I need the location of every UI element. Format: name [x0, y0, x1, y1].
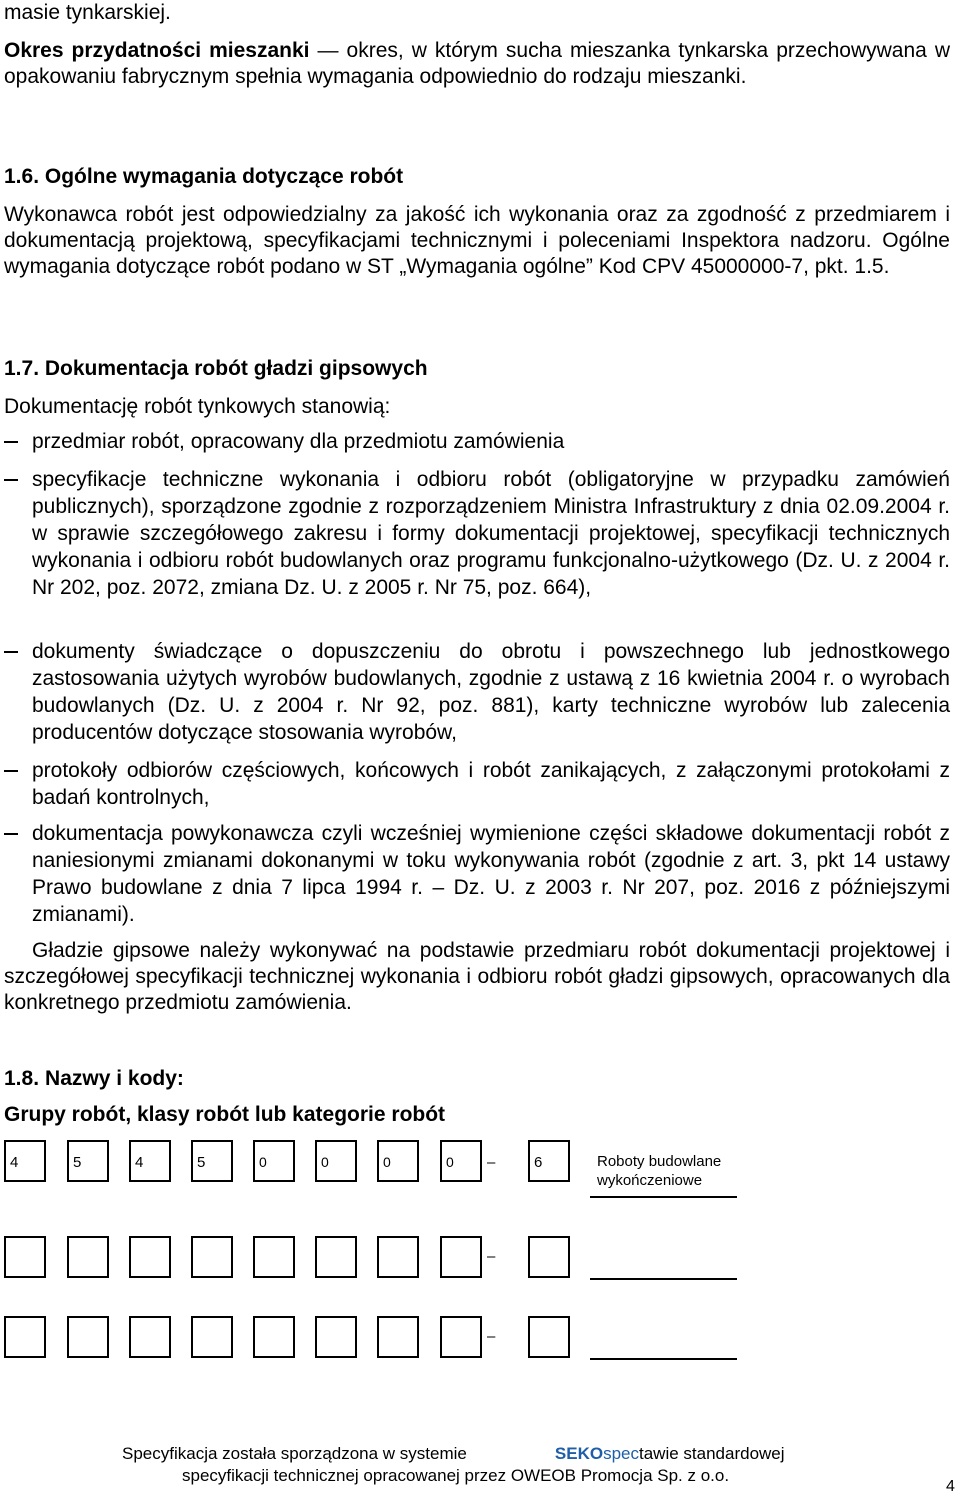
code-box [440, 1236, 482, 1278]
code-digit: 4 [10, 1154, 19, 1171]
section-1-7-heading: 1.7. Dokumentacja robót gładzi gipsowych [4, 357, 428, 380]
code-subheading: Grupy robót, klasy robót lub kategorie robót [4, 1103, 446, 1126]
definition-term: Okres przydatności mieszanki [4, 39, 310, 62]
footer-line-1 [122, 1444, 785, 1464]
code-dash: – [487, 1154, 496, 1171]
code-box [528, 1236, 570, 1278]
underline [590, 1196, 737, 1198]
definition-text: — okres, w którym sucha mieszanka tynkarska przechowywana w opakowaniu fabrycznym spełnia wymagania odpowiednio do rodzaju mieszanki. [4, 39, 950, 88]
section-title: Nazwy i kody: [45, 1067, 184, 1090]
code-digit: 4 [135, 1154, 144, 1171]
code-box [528, 1316, 570, 1358]
footer-line-2: specyfikacji technicznej opracowanej przez OWEOB Promocja Sp. z o.o. [182, 1466, 730, 1485]
code-box [129, 1316, 171, 1358]
code-box [377, 1236, 419, 1278]
list-item: dokumenty świadczące o dopuszczeniu do obrotu i powszechnego lub jednostkowego zastosowania użytych wyrobów budowlanych, zgodnie z ustawą z 16 kwietnia 2004 r. o wyrobach budowlanych (Dz. U. z 2004 r. Nr 92, poz. 881), karty techniczne wyrobów lub zalecenia producentów dotyczące stosowania wyrobów, [32, 640, 950, 744]
code-digit: 0 [383, 1154, 391, 1170]
code-box [253, 1236, 295, 1278]
list-item: przedmiar robót, opracowany dla przedmiotu zamówienia [32, 430, 565, 453]
definition-paragraph [4, 38, 950, 90]
bullet-dash [4, 770, 18, 772]
intro-line: masie tynkarskiej. [4, 1, 171, 24]
code-box [253, 1316, 295, 1358]
brand-logo-spec: spec [603, 1444, 639, 1463]
bullet-dash [4, 651, 18, 653]
code-box [377, 1316, 419, 1358]
section-1-6-heading: 1.6. Ogólne wymagania dotyczące robót [4, 165, 404, 188]
section-1-7-lead: Dokumentację robót tynkowych stanowią: [4, 395, 391, 418]
code-digit: 0 [446, 1154, 454, 1170]
list-item: dokumentacja powykonawcza czyli wcześniej wymienione części składowe dokumentacji robót z naniesionymi zmianami dokonanymi w toku wykonywania robót (zgodnie z art. 3, pkt 14 ustawy Prawo budowlane z dnia 7 lipca 1994 r. – Dz. U. z 2003 r. Nr 207, poz. 2016 z późniejszymi zmianami). [32, 822, 950, 926]
underline [590, 1278, 737, 1280]
section-number: 1.8. [4, 1067, 40, 1090]
code-box [191, 1316, 233, 1358]
code-digit: 0 [259, 1154, 267, 1170]
code-dash: – [487, 1248, 496, 1265]
code-box [440, 1316, 482, 1358]
section-1-8-heading [4, 1066, 184, 1092]
code-digit: 6 [534, 1154, 543, 1171]
bullet-dash [4, 833, 18, 835]
section-1-7-closing: Gładzie gipsowe należy wykonywać na podstawie przedmiaru robót dokumentacji projektowej i szczegółowej specyfikacji technicznej wykonania i odbioru robót gładzi gipsowych, opracowanych dla konkretnego przedmiotu zamówienia. [4, 939, 950, 1014]
code-box [129, 1236, 171, 1278]
code-digit: 5 [197, 1154, 206, 1171]
code-box [4, 1316, 46, 1358]
footer-text: Specyfikacja została sporządzona w systemie [122, 1444, 467, 1463]
brand-logo-seko: SEKO [554, 1444, 604, 1463]
code-box [315, 1236, 357, 1278]
code-digit: 5 [73, 1154, 82, 1171]
page-number: 4 [946, 1478, 955, 1495]
code-box [67, 1316, 109, 1358]
section-1-6-body: Wykonawca robót jest odpowiedzialny za jakość ich wykonania oraz za zgodność z przedmiarem i dokumentacją projektową, specyfikacjami technicznymi i poleceniami Inspektora nadzoru. Ogólne wymagania dotyczące robót podano w ST „Wymagania ogólne” Kod CPV 45000000-7, pkt. 1.5. [4, 203, 950, 278]
code-description: Roboty budowlane wykończeniowe [597, 1153, 722, 1189]
list-item: specyfikacje techniczne wykonania i odbioru robót (obligatoryjne w przypadku zamówień publicznych), sporządzone zgodnie z rozporządzeniem Ministra Infrastruktury z dnia 02.09.2004 r. w sprawie szczegółowego zakresu i formy dokumentacji projektowej, specyfikacji technicznych wykonania i odbioru robót budowlanych oraz programu funkcjonalno-użytkowego (Dz. U. z 2004 r. Nr 202, poz. 2072, zmiana Dz. U. z 2005 r. Nr 75, poz. 664), [32, 468, 950, 599]
code-box [315, 1316, 357, 1358]
code-dash: – [487, 1328, 496, 1345]
code-box [67, 1236, 109, 1278]
bullet-dash [4, 441, 18, 443]
list-item: protokoły odbiorów częściowych, końcowych i robót zanikających, z załączonymi protokołami z badań kontrolnych, [32, 759, 950, 809]
code-box [191, 1236, 233, 1278]
code-digit: 0 [321, 1154, 329, 1170]
footer-text: tawie standardowej [639, 1444, 785, 1463]
bullet-dash [4, 479, 18, 481]
underline [590, 1358, 737, 1360]
code-box [4, 1236, 46, 1278]
